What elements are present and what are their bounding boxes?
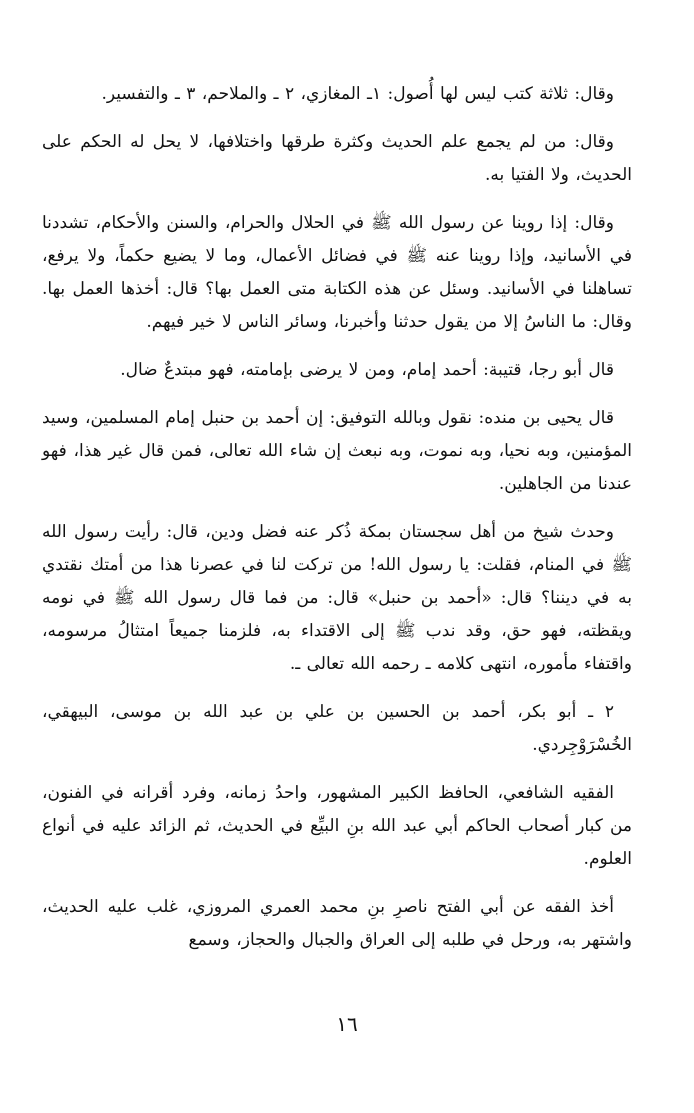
paragraph-5: قال يحيى بن منده: نقول وبالله التوفيق: إن أحمد بن حنبل إمام المسلمين، وسيد المؤمنين، وبه نحيا، وبه نموت، وبه نبعث إن شاء الله تعالى، فمن قال غير هذا، فهو عندنا من الجاهلين. — [42, 408, 632, 494]
paragraph-4: قال أبو رجا، قتيبة: أحمد إمام، ومن لا يرضى بإمامته، فهو مبتدعٌ ضال. — [120, 360, 614, 380]
paragraph-2: وقال: من لم يجمع علم الحديث وكثرة طرقها واختلافها، لا يحل له الحكم على الحديث، ولا الفتيا به. — [42, 132, 632, 185]
paragraph-3: وقال: إذا روينا عن رسول الله ﷺ في الحلال والحرام، والسنن والأحكام، تشددنا في الأسانيد، وإذا روينا عنه ﷺ في فضائل الأعمال، وما لا يضيع حكماً، ولا يرفع، تساهلنا في الأسانيد. وسئل عن هذه الكتابة متى العمل بها؟ قال: أخذها العمل بها. وقال: ما الناسُ إلا من يقول حدثنا وأخبرنا، وسائر الناس لا خير فيهم. — [42, 213, 632, 332]
page-number: ١٦ — [336, 1012, 358, 1036]
page-text — [42, 78, 632, 972]
paragraph-1: وقال: ثلاثة كتب ليس لها أُصول: ١ـ المغازي، ٢ ـ والملاحم، ٣ ـ والتفسير. — [101, 84, 614, 104]
paragraph-6: وحدث شيخ من أهل سجستان بمكة ذُكر عنه فضل ودين، قال: رأيت رسول الله ﷺ في المنام، فقلت: يا رسول الله! من تركت لنا في عصرنا هذا من أمتك نقتدي به في ديننا؟ قال: «أحمد بن حنبل» قال: من فما قال رسول الله ﷺ في نومه ويقظته، فهو حق، وقد ندب ﷺ إلى الاقتداء به، فلزمنا جميعاً امتثالُ مرسومه، واقتفاء مأموره، انتهى كلامه ـ رحمه الله تعالى ـ. — [42, 522, 632, 674]
paragraph-7-entry-heading: ٢ ـ أبو بكر، أحمد بن الحسين بن علي بن عبد الله بن موسى، البيهقي، الخُسْرَوْجِردي. — [42, 702, 632, 755]
paragraph-8: الفقيه الشافعي، الحافظ الكبير المشهور، واحدُ زمانه، وفرد أقرانه في الفنون، من كبار أصحاب الحاكم أبي عبد الله بنِ البيِّع في الحديث، ثم الزائد عليه في أنواع العلوم. — [42, 783, 632, 869]
paragraph-9: أخذ الفقه عن أبي الفتح ناصرِ بنِ محمد العمري المروزي، غلب عليه الحديث، واشتهر به، ورحل في طلبه إلى العراق والجبال والحجاز، وسمع — [42, 897, 632, 950]
